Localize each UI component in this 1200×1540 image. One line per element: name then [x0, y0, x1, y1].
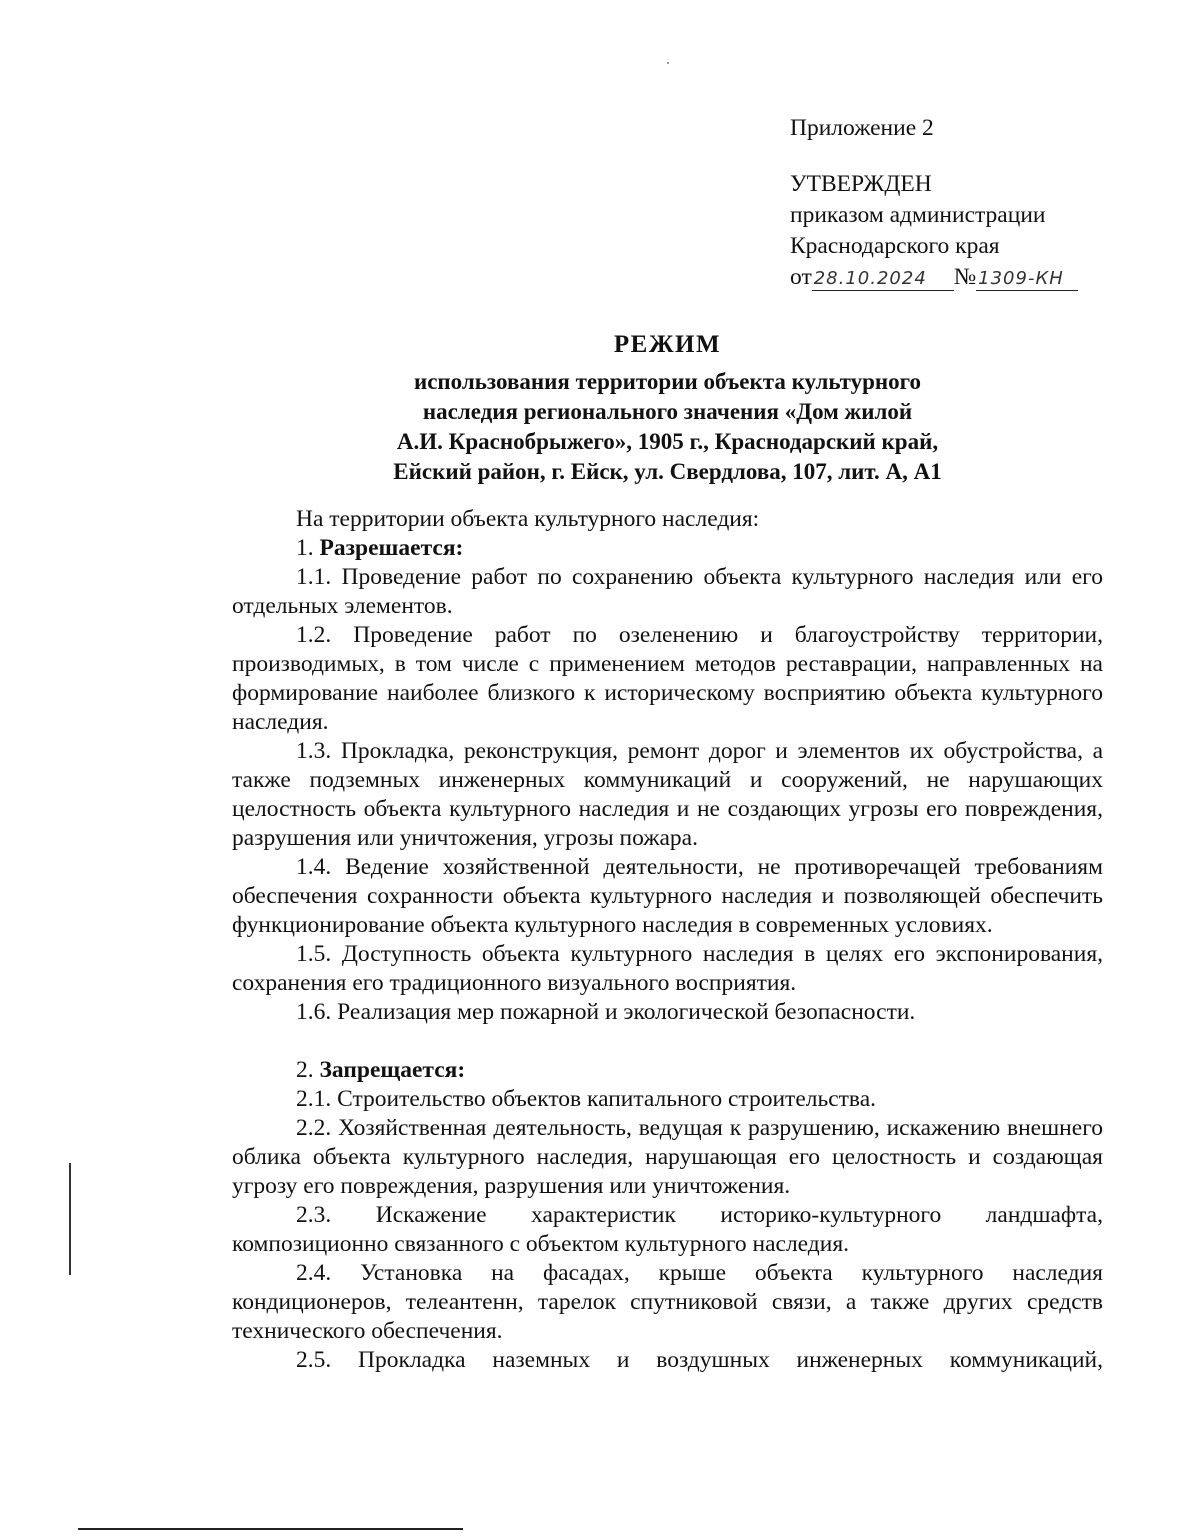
- annex-label: Приложение 2: [790, 115, 934, 141]
- margin-binding-mark: [69, 1163, 71, 1275]
- order-date-number-line: [790, 262, 1170, 293]
- item-1-4: 1.4. Ведение хозяйственной деятельности, не противоречащей требованиям обеспечения сохранности объекта культурного наследия и позволяющей обеспечить функционирование объекта культурного наследия в современных условиях.: [232, 854, 1103, 938]
- section-1-title: Разрешается:: [319, 535, 464, 561]
- item-1-2: 1.2. Проведение работ по озеленению и благоустройству территории, производимых, в том числе с применением методов реставрации, направленных на формирование наиболее близкого к историческому восприятию объекта культурного наследия.: [232, 622, 1103, 735]
- section-spacer: [232, 1027, 1103, 1056]
- number-label: №: [953, 264, 977, 290]
- item-2-4: 2.4. Установка на фасадах, крыше объекта культурного наследия кондиционеров, телеантенн, тарелок спутниковой связи, а также других средств технического обеспечения.: [232, 1260, 1103, 1344]
- section-2-title: Запрещается:: [319, 1057, 466, 1083]
- section-1-number: 1.: [296, 535, 314, 561]
- document-title: [230, 330, 1105, 487]
- footer-separator-line: [78, 1528, 463, 1530]
- title-line-2: наследия регионального значения «Дом жилой: [422, 399, 913, 424]
- item-2-1: 2.1. Строительство объектов капитального строительства.: [296, 1086, 876, 1112]
- document-body: [232, 505, 1103, 1375]
- item-1-5: 1.5. Доступность объекта культурного наследия в целях его экспонирования, сохранения его традиционного визуального восприятия.: [232, 941, 1103, 996]
- title-line-3: А.И. Краснобрыжего», 1905 г., Краснодарский край,: [396, 429, 939, 454]
- title-main: РЕЖИМ: [613, 331, 722, 358]
- item-2-2: 2.2. Хозяйственная деятельность, ведущая к разрушению, искажению внешнего облика объекта культурного наследия, нарушающая его целостность и создающая угрозу его повреждения, разрушения или уничтожения.: [232, 1115, 1103, 1199]
- title-line-1: использования территории объекта культурного: [413, 369, 922, 394]
- item-1-3: 1.3. Прокладка, реконструкция, ремонт дорог и элементов их обустройства, а также подземных инженерных коммуникаций и сооружений, не нарушающих целостность объекта культурного наследия и не создающих угрозы его повреждения, разрушения или уничтожения, угрозы пожара.: [232, 738, 1103, 851]
- item-2-5: 2.5. Прокладка наземных и воздушных инженерных коммуникаций,: [296, 1347, 1103, 1373]
- handwritten-date: 28.10.2024: [812, 268, 954, 291]
- title-line-4: Ейский район, г. Ейск, ул. Свердлова, 107, лит. А, А1: [393, 459, 942, 484]
- section-2-number: 2.: [296, 1057, 314, 1083]
- intro-paragraph: На территории объекта культурного наследия:: [296, 506, 760, 532]
- order-line-1: приказом администрации: [790, 202, 1046, 228]
- from-label: от: [790, 264, 812, 290]
- item-1-6: 1.6. Реализация мер пожарной и экологической безопасности.: [296, 999, 916, 1025]
- item-1-1: 1.1. Проведение работ по сохранению объекта культурного наследия или его отдельных элементов.: [232, 564, 1103, 619]
- section-1-heading: [232, 534, 1103, 563]
- section-2-heading: [232, 1056, 1103, 1085]
- scan-speck: [667, 62, 669, 64]
- approved-label: УТВЕРЖДЕН: [790, 171, 932, 197]
- item-2-3: 2.3. Искажение характеристик историко-культурного ландшафта, композиционно связанного с объектом культурного наследия.: [232, 1202, 1103, 1257]
- order-line-2: Краснодарского края: [790, 233, 1000, 259]
- approval-block: [790, 113, 1170, 293]
- handwritten-number: 1309-КН: [976, 268, 1078, 291]
